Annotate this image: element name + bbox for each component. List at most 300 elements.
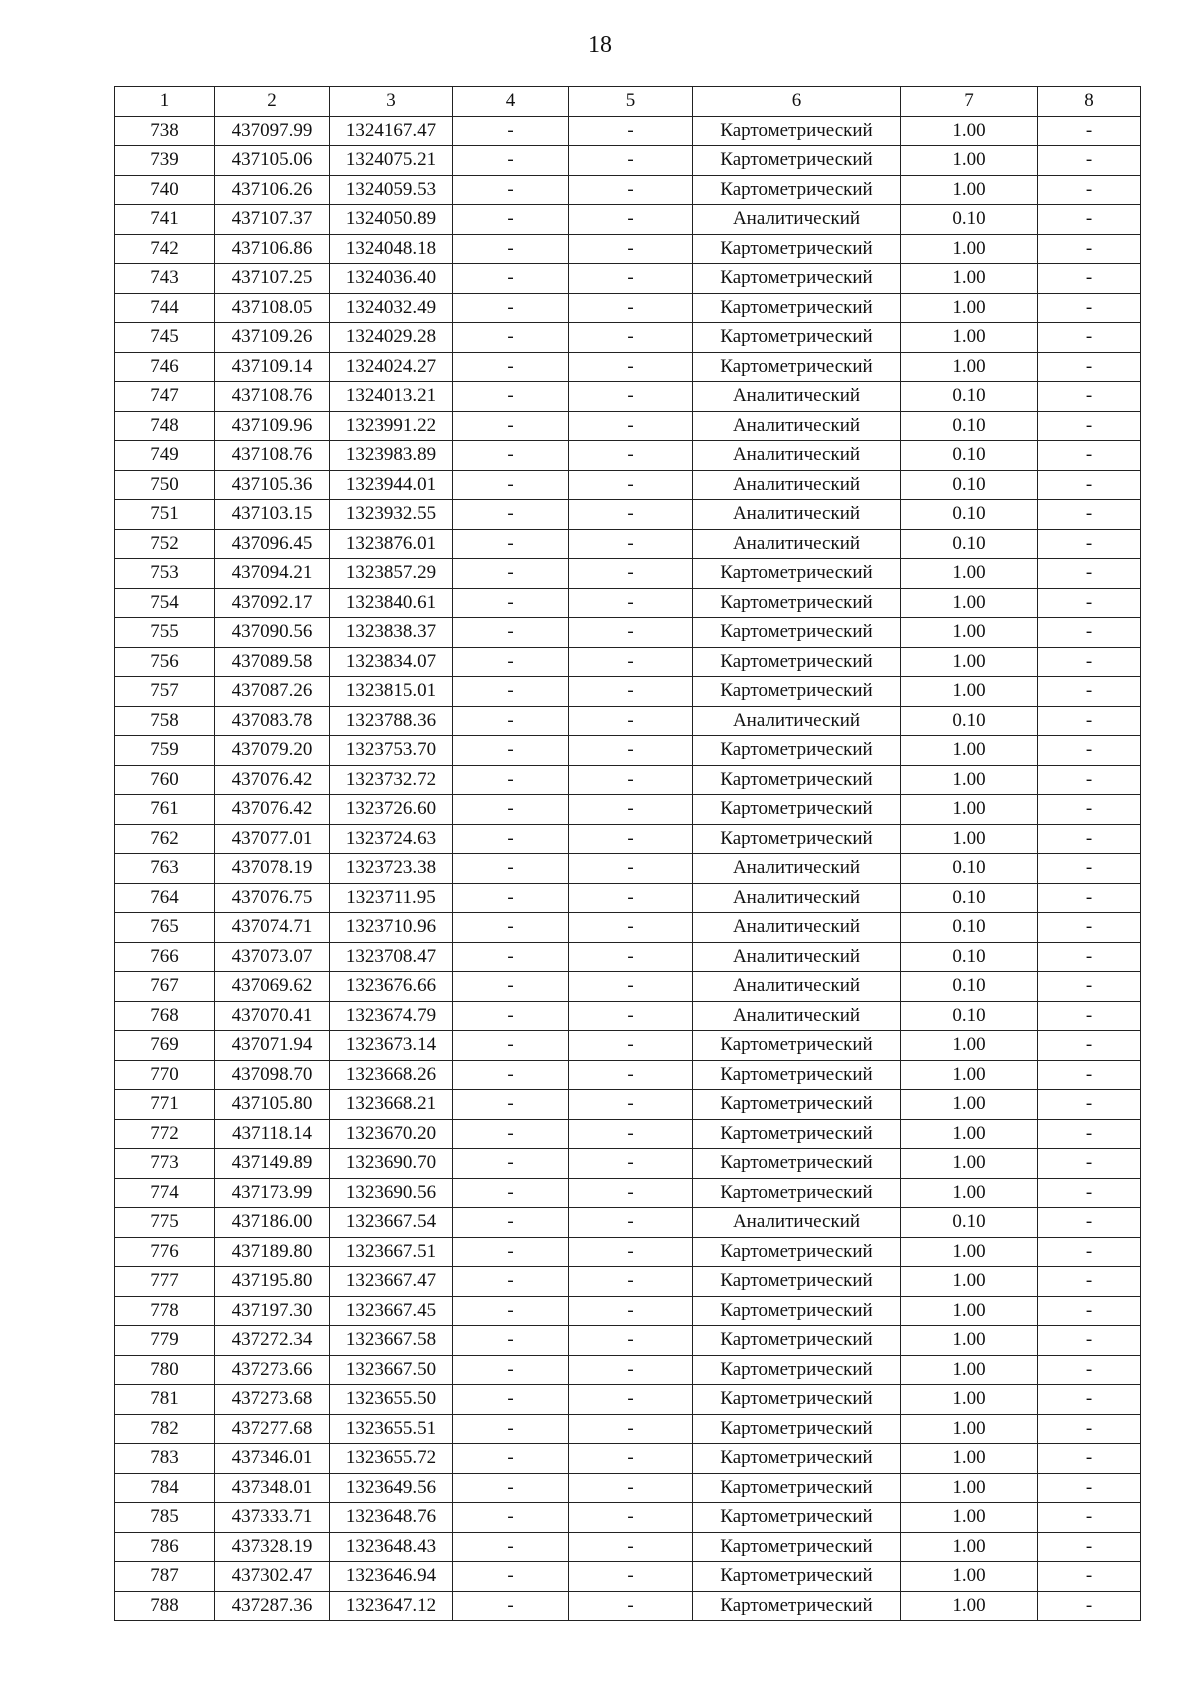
column-4-cell: -: [453, 1532, 569, 1562]
table-row: [115, 942, 1141, 972]
point-number-cell: 741: [115, 205, 215, 235]
column-8-cell: -: [1038, 382, 1141, 412]
y-coordinate-cell: 1323648.76: [330, 1503, 453, 1533]
column-5-cell: -: [569, 942, 693, 972]
y-coordinate-cell: 1324050.89: [330, 205, 453, 235]
column-8-cell: -: [1038, 1473, 1141, 1503]
table-row: [115, 883, 1141, 913]
table-row: [115, 1149, 1141, 1179]
column-4-cell: -: [453, 942, 569, 972]
y-coordinate-cell: 1324013.21: [330, 382, 453, 412]
point-number-cell: 763: [115, 854, 215, 884]
method-cell: Картометрический: [693, 1119, 901, 1149]
method-cell: Картометрический: [693, 1444, 901, 1474]
x-coordinate-cell: 437078.19: [215, 854, 330, 884]
column-4-cell: -: [453, 1178, 569, 1208]
column-8-cell: -: [1038, 942, 1141, 972]
column-8-cell: -: [1038, 559, 1141, 589]
method-cell: Картометрический: [693, 1178, 901, 1208]
y-coordinate-cell: 1323834.07: [330, 647, 453, 677]
table-row: [115, 1532, 1141, 1562]
accuracy-cell: 1.00: [901, 1591, 1038, 1621]
column-5-cell: -: [569, 1031, 693, 1061]
column-4-cell: -: [453, 736, 569, 766]
method-cell: Картометрический: [693, 1296, 901, 1326]
column-8-cell: -: [1038, 264, 1141, 294]
column-5-cell: -: [569, 1208, 693, 1238]
x-coordinate-cell: 437105.06: [215, 146, 330, 176]
column-4-cell: -: [453, 1473, 569, 1503]
method-cell: Аналитический: [693, 411, 901, 441]
y-coordinate-cell: 1323667.47: [330, 1267, 453, 1297]
column-5-cell: -: [569, 323, 693, 353]
y-coordinate-cell: 1323649.56: [330, 1473, 453, 1503]
x-coordinate-cell: 437090.56: [215, 618, 330, 648]
column-8-cell: -: [1038, 765, 1141, 795]
x-coordinate-cell: 437089.58: [215, 647, 330, 677]
method-cell: Аналитический: [693, 529, 901, 559]
point-number-cell: 745: [115, 323, 215, 353]
y-coordinate-cell: 1323815.01: [330, 677, 453, 707]
x-coordinate-cell: 437097.99: [215, 116, 330, 146]
table-row: [115, 1208, 1141, 1238]
table-row: [115, 411, 1141, 441]
column-5-cell: -: [569, 618, 693, 648]
column-5-cell: -: [569, 175, 693, 205]
x-coordinate-cell: 437107.25: [215, 264, 330, 294]
table-row: [115, 264, 1141, 294]
column-5-cell: -: [569, 1237, 693, 1267]
column-8-cell: -: [1038, 824, 1141, 854]
column-header: 4: [453, 87, 569, 117]
column-header: 1: [115, 87, 215, 117]
table-row: [115, 706, 1141, 736]
point-number-cell: 753: [115, 559, 215, 589]
method-cell: Картометрический: [693, 1326, 901, 1356]
column-5-cell: -: [569, 588, 693, 618]
x-coordinate-cell: 437092.17: [215, 588, 330, 618]
table-row: [115, 1591, 1141, 1621]
table-row: [115, 1385, 1141, 1415]
table-row: [115, 529, 1141, 559]
table-row: [115, 1001, 1141, 1031]
x-coordinate-cell: 437195.80: [215, 1267, 330, 1297]
x-coordinate-cell: 437108.76: [215, 441, 330, 471]
column-5-cell: -: [569, 1385, 693, 1415]
y-coordinate-cell: 1323655.50: [330, 1385, 453, 1415]
column-5-cell: -: [569, 1149, 693, 1179]
column-4-cell: -: [453, 500, 569, 530]
x-coordinate-cell: 437087.26: [215, 677, 330, 707]
column-4-cell: -: [453, 1414, 569, 1444]
x-coordinate-cell: 437106.86: [215, 234, 330, 264]
column-8-cell: -: [1038, 588, 1141, 618]
accuracy-cell: 1.00: [901, 1562, 1038, 1592]
column-4-cell: -: [453, 205, 569, 235]
column-8-cell: -: [1038, 618, 1141, 648]
accuracy-cell: 0.10: [901, 411, 1038, 441]
y-coordinate-cell: 1323668.26: [330, 1060, 453, 1090]
column-8-cell: -: [1038, 1296, 1141, 1326]
x-coordinate-cell: 437106.26: [215, 175, 330, 205]
column-4-cell: -: [453, 470, 569, 500]
column-8-cell: -: [1038, 529, 1141, 559]
method-cell: Аналитический: [693, 1208, 901, 1238]
table-row: [115, 1503, 1141, 1533]
column-4-cell: -: [453, 1562, 569, 1592]
column-4-cell: -: [453, 1296, 569, 1326]
column-5-cell: -: [569, 1414, 693, 1444]
column-8-cell: -: [1038, 1355, 1141, 1385]
x-coordinate-cell: 437109.14: [215, 352, 330, 382]
table-row: [115, 352, 1141, 382]
x-coordinate-cell: 437273.66: [215, 1355, 330, 1385]
table-row: [115, 1060, 1141, 1090]
column-4-cell: -: [453, 559, 569, 589]
accuracy-cell: 1.00: [901, 1532, 1038, 1562]
column-header: 7: [901, 87, 1038, 117]
table-row: [115, 323, 1141, 353]
accuracy-cell: 0.10: [901, 529, 1038, 559]
column-4-cell: -: [453, 588, 569, 618]
method-cell: Аналитический: [693, 205, 901, 235]
x-coordinate-cell: 437118.14: [215, 1119, 330, 1149]
method-cell: Картометрический: [693, 1237, 901, 1267]
method-cell: Картометрический: [693, 1149, 901, 1179]
column-8-cell: -: [1038, 1001, 1141, 1031]
x-coordinate-cell: 437069.62: [215, 972, 330, 1002]
method-cell: Картометрический: [693, 677, 901, 707]
column-5-cell: -: [569, 972, 693, 1002]
column-4-cell: -: [453, 1503, 569, 1533]
method-cell: Картометрический: [693, 588, 901, 618]
column-header: 8: [1038, 87, 1141, 117]
table-row: [115, 175, 1141, 205]
point-number-cell: 786: [115, 1532, 215, 1562]
column-8-cell: -: [1038, 323, 1141, 353]
column-5-cell: -: [569, 293, 693, 323]
column-5-cell: -: [569, 382, 693, 412]
accuracy-cell: 0.10: [901, 382, 1038, 412]
y-coordinate-cell: 1324075.21: [330, 146, 453, 176]
table-row: [115, 1444, 1141, 1474]
method-cell: Картометрический: [693, 1031, 901, 1061]
point-number-cell: 780: [115, 1355, 215, 1385]
y-coordinate-cell: 1323723.38: [330, 854, 453, 884]
point-number-cell: 758: [115, 706, 215, 736]
column-4-cell: -: [453, 1001, 569, 1031]
y-coordinate-cell: 1323708.47: [330, 942, 453, 972]
column-8-cell: -: [1038, 1119, 1141, 1149]
column-8-cell: -: [1038, 1414, 1141, 1444]
column-header: 3: [330, 87, 453, 117]
column-5-cell: -: [569, 470, 693, 500]
column-5-cell: -: [569, 824, 693, 854]
method-cell: Картометрический: [693, 618, 901, 648]
y-coordinate-cell: 1323932.55: [330, 500, 453, 530]
point-number-cell: 760: [115, 765, 215, 795]
method-cell: Картометрический: [693, 765, 901, 795]
column-4-cell: -: [453, 146, 569, 176]
column-5-cell: -: [569, 706, 693, 736]
column-4-cell: -: [453, 795, 569, 825]
method-cell: Аналитический: [693, 706, 901, 736]
y-coordinate-cell: 1323647.12: [330, 1591, 453, 1621]
column-8-cell: -: [1038, 352, 1141, 382]
point-number-cell: 739: [115, 146, 215, 176]
table-row: [115, 293, 1141, 323]
method-cell: Аналитический: [693, 382, 901, 412]
column-8-cell: -: [1038, 1385, 1141, 1415]
method-cell: Картометрический: [693, 1414, 901, 1444]
column-8-cell: -: [1038, 1267, 1141, 1297]
coordinates-table: [114, 86, 1141, 1621]
point-number-cell: 778: [115, 1296, 215, 1326]
table-row: [115, 1296, 1141, 1326]
column-4-cell: -: [453, 1031, 569, 1061]
method-cell: Картометрический: [693, 647, 901, 677]
accuracy-cell: 1.00: [901, 795, 1038, 825]
column-8-cell: -: [1038, 1237, 1141, 1267]
column-4-cell: -: [453, 647, 569, 677]
x-coordinate-cell: 437186.00: [215, 1208, 330, 1238]
table-row: [115, 647, 1141, 677]
table-body: [115, 116, 1141, 1621]
column-4-cell: -: [453, 234, 569, 264]
accuracy-cell: 1.00: [901, 116, 1038, 146]
x-coordinate-cell: 437094.21: [215, 559, 330, 589]
column-8-cell: -: [1038, 913, 1141, 943]
header-row: [115, 87, 1141, 117]
column-5-cell: -: [569, 765, 693, 795]
x-coordinate-cell: 437333.71: [215, 1503, 330, 1533]
accuracy-cell: 0.10: [901, 706, 1038, 736]
x-coordinate-cell: 437105.36: [215, 470, 330, 500]
y-coordinate-cell: 1324059.53: [330, 175, 453, 205]
column-5-cell: -: [569, 352, 693, 382]
method-cell: Картометрический: [693, 559, 901, 589]
column-4-cell: -: [453, 411, 569, 441]
x-coordinate-cell: 437346.01: [215, 1444, 330, 1474]
point-number-cell: 788: [115, 1591, 215, 1621]
method-cell: Аналитический: [693, 854, 901, 884]
method-cell: Картометрический: [693, 1532, 901, 1562]
column-8-cell: -: [1038, 411, 1141, 441]
column-5-cell: -: [569, 647, 693, 677]
table-row: [115, 470, 1141, 500]
y-coordinate-cell: 1323732.72: [330, 765, 453, 795]
y-coordinate-cell: 1323676.66: [330, 972, 453, 1002]
x-coordinate-cell: 437074.71: [215, 913, 330, 943]
table-row: [115, 765, 1141, 795]
table-row: [115, 618, 1141, 648]
y-coordinate-cell: 1323667.58: [330, 1326, 453, 1356]
y-coordinate-cell: 1323724.63: [330, 824, 453, 854]
column-5-cell: -: [569, 1090, 693, 1120]
table-row: [115, 1414, 1141, 1444]
column-8-cell: -: [1038, 736, 1141, 766]
y-coordinate-cell: 1323983.89: [330, 441, 453, 471]
table-row: [115, 1237, 1141, 1267]
x-coordinate-cell: 437098.70: [215, 1060, 330, 1090]
method-cell: Аналитический: [693, 883, 901, 913]
point-number-cell: 746: [115, 352, 215, 382]
column-4-cell: -: [453, 175, 569, 205]
column-8-cell: -: [1038, 1503, 1141, 1533]
method-cell: Картометрический: [693, 293, 901, 323]
table-row: [115, 205, 1141, 235]
x-coordinate-cell: 437273.68: [215, 1385, 330, 1415]
point-number-cell: 749: [115, 441, 215, 471]
column-8-cell: -: [1038, 883, 1141, 913]
method-cell: Аналитический: [693, 1001, 901, 1031]
column-4-cell: -: [453, 913, 569, 943]
point-number-cell: 761: [115, 795, 215, 825]
y-coordinate-cell: 1324167.47: [330, 116, 453, 146]
method-cell: Картометрический: [693, 116, 901, 146]
column-4-cell: -: [453, 1385, 569, 1415]
column-8-cell: -: [1038, 795, 1141, 825]
x-coordinate-cell: 437108.05: [215, 293, 330, 323]
method-cell: Картометрический: [693, 1267, 901, 1297]
column-5-cell: -: [569, 1532, 693, 1562]
column-8-cell: -: [1038, 175, 1141, 205]
method-cell: Аналитический: [693, 972, 901, 1002]
point-number-cell: 782: [115, 1414, 215, 1444]
column-8-cell: -: [1038, 146, 1141, 176]
column-5-cell: -: [569, 234, 693, 264]
y-coordinate-cell: 1323710.96: [330, 913, 453, 943]
table-row: [115, 500, 1141, 530]
column-4-cell: -: [453, 352, 569, 382]
table-row: [115, 559, 1141, 589]
point-number-cell: 747: [115, 382, 215, 412]
accuracy-cell: 1.00: [901, 1326, 1038, 1356]
y-coordinate-cell: 1323944.01: [330, 470, 453, 500]
method-cell: Картометрический: [693, 824, 901, 854]
column-5-cell: -: [569, 1267, 693, 1297]
x-coordinate-cell: 437287.36: [215, 1591, 330, 1621]
column-8-cell: -: [1038, 647, 1141, 677]
point-number-cell: 785: [115, 1503, 215, 1533]
column-4-cell: -: [453, 618, 569, 648]
accuracy-cell: 0.10: [901, 441, 1038, 471]
method-cell: Картометрический: [693, 264, 901, 294]
column-4-cell: -: [453, 1060, 569, 1090]
table-row: [115, 736, 1141, 766]
column-5-cell: -: [569, 116, 693, 146]
column-8-cell: -: [1038, 1208, 1141, 1238]
method-cell: Картометрический: [693, 1562, 901, 1592]
method-cell: Картометрический: [693, 1385, 901, 1415]
x-coordinate-cell: 437109.26: [215, 323, 330, 353]
point-number-cell: 759: [115, 736, 215, 766]
column-8-cell: -: [1038, 1090, 1141, 1120]
column-4-cell: -: [453, 116, 569, 146]
point-number-cell: 773: [115, 1149, 215, 1179]
column-4-cell: -: [453, 972, 569, 1002]
accuracy-cell: 1.00: [901, 1503, 1038, 1533]
column-4-cell: -: [453, 1444, 569, 1474]
y-coordinate-cell: 1323711.95: [330, 883, 453, 913]
point-number-cell: 744: [115, 293, 215, 323]
y-coordinate-cell: 1323674.79: [330, 1001, 453, 1031]
y-coordinate-cell: 1324036.40: [330, 264, 453, 294]
page-number: 18: [588, 32, 612, 58]
method-cell: Картометрический: [693, 146, 901, 176]
method-cell: Картометрический: [693, 175, 901, 205]
column-4-cell: -: [453, 1119, 569, 1149]
column-4-cell: -: [453, 677, 569, 707]
x-coordinate-cell: 437109.96: [215, 411, 330, 441]
y-coordinate-cell: 1323857.29: [330, 559, 453, 589]
point-number-cell: 751: [115, 500, 215, 530]
x-coordinate-cell: 437073.07: [215, 942, 330, 972]
accuracy-cell: 1.00: [901, 1178, 1038, 1208]
method-cell: Аналитический: [693, 441, 901, 471]
x-coordinate-cell: 437079.20: [215, 736, 330, 766]
x-coordinate-cell: 437108.76: [215, 382, 330, 412]
table-row: [115, 1562, 1141, 1592]
table-row: [115, 441, 1141, 471]
method-cell: Аналитический: [693, 942, 901, 972]
x-coordinate-cell: 437173.99: [215, 1178, 330, 1208]
table-row: [115, 382, 1141, 412]
accuracy-cell: 1.00: [901, 1473, 1038, 1503]
point-number-cell: 779: [115, 1326, 215, 1356]
x-coordinate-cell: 437272.34: [215, 1326, 330, 1356]
accuracy-cell: 0.10: [901, 883, 1038, 913]
accuracy-cell: 1.00: [901, 175, 1038, 205]
accuracy-cell: 1.00: [901, 1090, 1038, 1120]
x-coordinate-cell: 437302.47: [215, 1562, 330, 1592]
column-8-cell: -: [1038, 470, 1141, 500]
point-number-cell: 783: [115, 1444, 215, 1474]
y-coordinate-cell: 1323648.43: [330, 1532, 453, 1562]
column-4-cell: -: [453, 529, 569, 559]
y-coordinate-cell: 1323670.20: [330, 1119, 453, 1149]
column-4-cell: -: [453, 883, 569, 913]
accuracy-cell: 1.00: [901, 1031, 1038, 1061]
column-5-cell: -: [569, 441, 693, 471]
table-row: [115, 1355, 1141, 1385]
column-4-cell: -: [453, 854, 569, 884]
accuracy-cell: 0.10: [901, 854, 1038, 884]
accuracy-cell: 1.00: [901, 1149, 1038, 1179]
accuracy-cell: 1.00: [901, 146, 1038, 176]
column-8-cell: -: [1038, 441, 1141, 471]
column-header: 5: [569, 87, 693, 117]
table-row: [115, 588, 1141, 618]
y-coordinate-cell: 1323667.50: [330, 1355, 453, 1385]
accuracy-cell: 1.00: [901, 588, 1038, 618]
accuracy-cell: 0.10: [901, 205, 1038, 235]
point-number-cell: 757: [115, 677, 215, 707]
accuracy-cell: 1.00: [901, 323, 1038, 353]
column-4-cell: -: [453, 441, 569, 471]
y-coordinate-cell: 1323646.94: [330, 1562, 453, 1592]
column-4-cell: -: [453, 1208, 569, 1238]
table-row: [115, 1119, 1141, 1149]
column-4-cell: -: [453, 1355, 569, 1385]
point-number-cell: 777: [115, 1267, 215, 1297]
column-4-cell: -: [453, 264, 569, 294]
column-5-cell: -: [569, 1178, 693, 1208]
method-cell: Картометрический: [693, 1503, 901, 1533]
column-8-cell: -: [1038, 1326, 1141, 1356]
point-number-cell: 738: [115, 116, 215, 146]
accuracy-cell: 1.00: [901, 293, 1038, 323]
